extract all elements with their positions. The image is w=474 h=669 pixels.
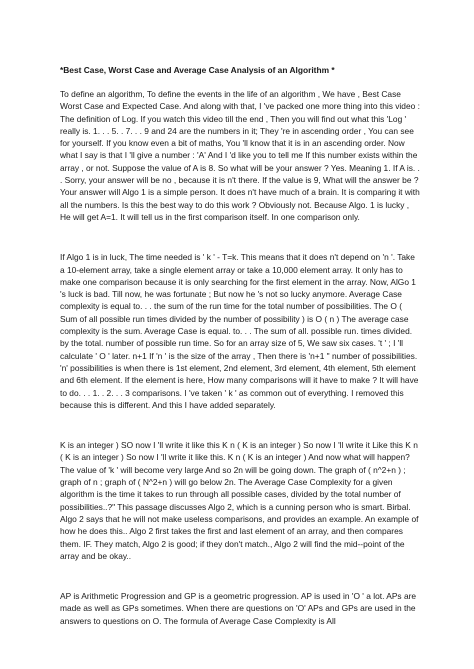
paragraph-best-worst-expected-case: To define an algorithm, To define the events in the life of an algorithm , We have , Best Case Worst Case and Expected Case. And along with that, I 've packed one more thing into this video : The definition of Log. If you watch this video till the end , Then you will find out what this 'Log ' really is. 1. . . 5. . 7. . . 9 and 24 are the numbers in it; They 're in ascending order , You can see for yourself. If you know even a bit of maths, You 'll know that it is in an ascending order. Now what I say is that I 'll give a number : 'A' And I 'd like you to tell me If this number exists within the array , or not. Suppose the value of A is 8. So what will be your answer ? Yes. Meaning 1. If A is. . . Sorry, your answer will be no , because it is n't there. If the value is 9, What will the answer be ? Your answer will Algo 1 is a simple person. It does n't have much of a brain. It is comparing it with all the numbers. Is this the best way to do this work ? Obviously not. Because Algo. 1 is lucky , He will get A=1. It will tell us in the first comparison itself. In one comparison only. [60, 89, 420, 222]
document-title: *Best Case, Worst Case and Average Case Analysis of an Algorithm * [60, 65, 335, 75]
paragraph-ap-gp: AP is Arithmetic Progression and GP is a geometric progression. AP is used in 'O ' a lot. APs are made as well as GPs sometimes. When there are questions on 'O' APs and GPs are used in the answers to questions on O. The formula of Average Case Complexity is All [60, 591, 417, 626]
paragraph-algo-2: K is an integer ) SO now I 'll write it like this K n ( K is an integer ) So now I 'll write it Like this K n ( K is an integer ) So now I 'll write it like this. K n ( K is an integer ) And now what will happen? The value of 'k ' will become very large And so 2n will be going down. The graph of ( n^2+n ) ; graph of n ; graph of ( N^2+n ) will go below 2n. The Average Case Complexity for a given algorithm is the time it takes to run through all possible cases, divided by the total number of possibilities..?" This passage discusses Algo 2, which is a cunning person who is smart. Birbal. Algo 2 says that he will not make useless comparisons, and provides an example. An example of how he does this.. Algo 2 first takes the first and last element of an array, and then compares them. IF. They match, Algo 2 is good; if they don't match., Algo 2 will find the mid--point of the array and be okay.. [60, 440, 419, 561]
document-page [60, 65, 420, 627]
paragraph-average-case-complexity: If Algo 1 is in luck, The time needed is ' k ' - T=k. This means that it does n't depend on 'n '. Take a 10-element array, take a single element array or take a 10,000 element array. It only has to make one comparison because it is only searching for the first element in the array. Now, AlGo 1 's luck is bad. Till now, he was fortunate ; But now he 's not so lucky anymore. Average Case complexity is equal to. . . the sum of the run time for the total number of possibilities. The O ( Sum of all possible run times divided by the number of possibility ) is O ( n ) The average case complexity is the sum. Average Case is equal. to. . . The sum of all. possible run. times divided. by the total. number of possible run time. So for an array size of 5, We saw six cases. 't ' ; I 'll calculate ' O ' later. n+1 If 'n ' is the size of the array , Then there is 'n+1 " number of possibilities. 'n' possibilities is when there is 1st element, 2nd element, 3rd element, 4th element, 5th element and 6th element. If the element is here, How many comparisons will it have to make ? It will have to do. . . 1. . 2. . . 3 comparisons. I 've taken ' k ' as common out of everything. I removed this because this is different. And this I have added separately. [60, 252, 419, 410]
